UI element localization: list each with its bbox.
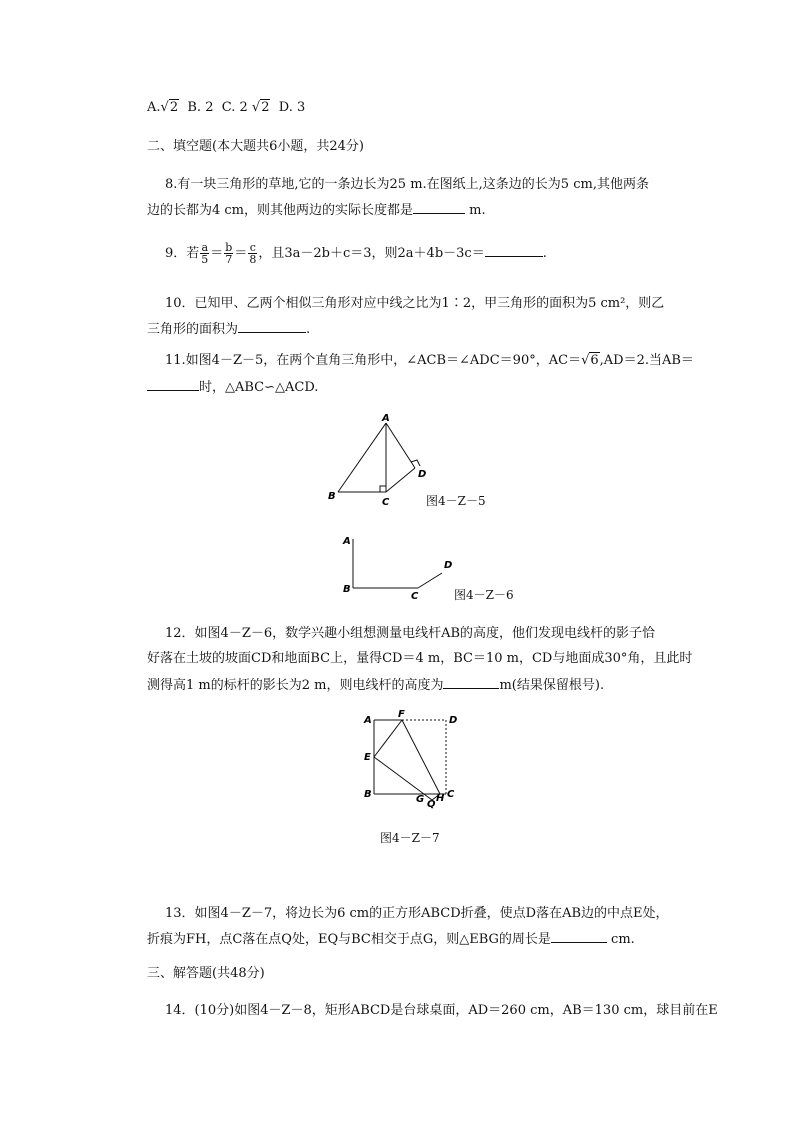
fig5-segment-ab <box>338 423 386 492</box>
fig5-right-angle-c <box>380 486 386 492</box>
q10-line2: 三角形的面积为 . <box>147 322 311 337</box>
fig7-label-h: H <box>436 793 445 804</box>
fig7-label-e: E <box>364 752 371 763</box>
fig5-caption: 图4－Z－5 <box>426 494 486 508</box>
q14-line1: 14．(10分)如图4－Z－8，矩形ABCD是台球桌面，AD＝260 cm，AB＝130 cm，球目前在E <box>165 1003 718 1018</box>
fig7-label-d: D <box>449 715 458 726</box>
q8-line2: 边的长都为4 cm，则其他两边的实际长度都是 m. <box>147 203 486 218</box>
fig7-label-f: F <box>398 709 405 720</box>
fig5-label-d: D <box>418 469 427 480</box>
q12-line1: 12．如图4－Z－6，数学兴趣小组想测量电线杆AB的高度，他们发现电线杆的影子恰 <box>165 626 656 641</box>
section2-heading: 二、填空题(本大题共6小题，共24分) <box>147 139 364 154</box>
fig5-label-b: B <box>328 491 336 502</box>
q13-line2: 折痕为FH，点C落在点Q处，EQ与BC相交于点G，则△EBG的周长是 cm. <box>147 932 635 947</box>
q11-answer-blank[interactable] <box>147 378 199 391</box>
q13-line1: 13．如图4－Z－7，将边长为6 cm的正方形ABCD折叠，使点D落在AB边的中点E处， <box>165 906 669 921</box>
q8-line1: 8.有一块三角形的草地,它的一条边长为25 m.在图纸上,这条边的长为5 cm,其他两条 <box>165 177 649 192</box>
fig7-label-b: B <box>364 789 372 800</box>
q8-answer-blank[interactable] <box>413 201 465 214</box>
fig5-label-a: A <box>382 413 390 424</box>
q7-options: A.√2 B. 2 C. 2 √2 D. 3 <box>147 100 306 115</box>
fig7-crease-fh <box>402 720 440 794</box>
fig7-label-a: A <box>364 715 372 726</box>
q12-line3: 测得高1 m的标杆的影长为2 m，则电线杆的高度为 m(结果保留根号). <box>147 678 605 693</box>
fig5-label-c: C <box>382 497 390 508</box>
q12-answer-blank[interactable] <box>443 676 499 689</box>
fig7-segment-fe <box>374 720 402 757</box>
fig7-label-g: G <box>416 794 425 805</box>
section3-heading: 三、解答题(共48分) <box>147 966 265 981</box>
q11-line2: 时，△ABC∽△ACD. <box>147 378 318 396</box>
figure-4-z-7 <box>360 708 470 808</box>
q9-fraction-b: $\frac{b}{7}$ <box>225 241 233 266</box>
fig6-label-a: A <box>343 536 351 547</box>
fig5-segment-ad <box>386 423 415 468</box>
figure-4-z-6 <box>340 532 460 602</box>
fig7-label-c: C <box>447 789 455 800</box>
fig6-label-d: D <box>444 560 453 571</box>
fig6-label-b: B <box>343 584 351 595</box>
q9-fraction-a: $\frac{a}{5}$ <box>201 241 209 266</box>
q10-answer-blank[interactable] <box>238 320 306 333</box>
q11-line1: 11.如图4－Z－5，在两个直角三角形中，∠ACB＝∠ADC＝90°，AC＝√6,AD＝2.当AB＝ <box>165 353 694 368</box>
q12-line2: 好落在土坡的坡面CD和地面BC上，量得CD＝4 m，BC＝10 m，CD与地面成30°角，且此时 <box>147 651 693 666</box>
q9-fraction-c: $\frac{c}{8}$ <box>249 241 257 266</box>
q10-line1: 10．已知甲、乙两个相似三角形对应中线之比为1∶2，甲三角形的面积为5 cm²，则乙 <box>165 296 665 311</box>
q9-line: 9．若 $\frac{a}{5}$ ＝ $\frac{b}{7}$ ＝ $\frac{c}{8}$ ，且3a－2b＋c＝3，则2a＋4b－3c＝ . <box>165 241 547 266</box>
fig7-caption: 图4－Z－7 <box>380 831 440 845</box>
fig6-label-c: C <box>411 591 419 602</box>
q9-answer-blank[interactable] <box>485 244 543 257</box>
fig5-segment-cd <box>386 468 415 492</box>
fig7-label-q: Q <box>427 799 436 810</box>
fig6-caption: 图4－Z－6 <box>454 588 514 602</box>
q13-answer-blank[interactable] <box>551 930 607 943</box>
fig6-slope-cd <box>418 573 442 588</box>
